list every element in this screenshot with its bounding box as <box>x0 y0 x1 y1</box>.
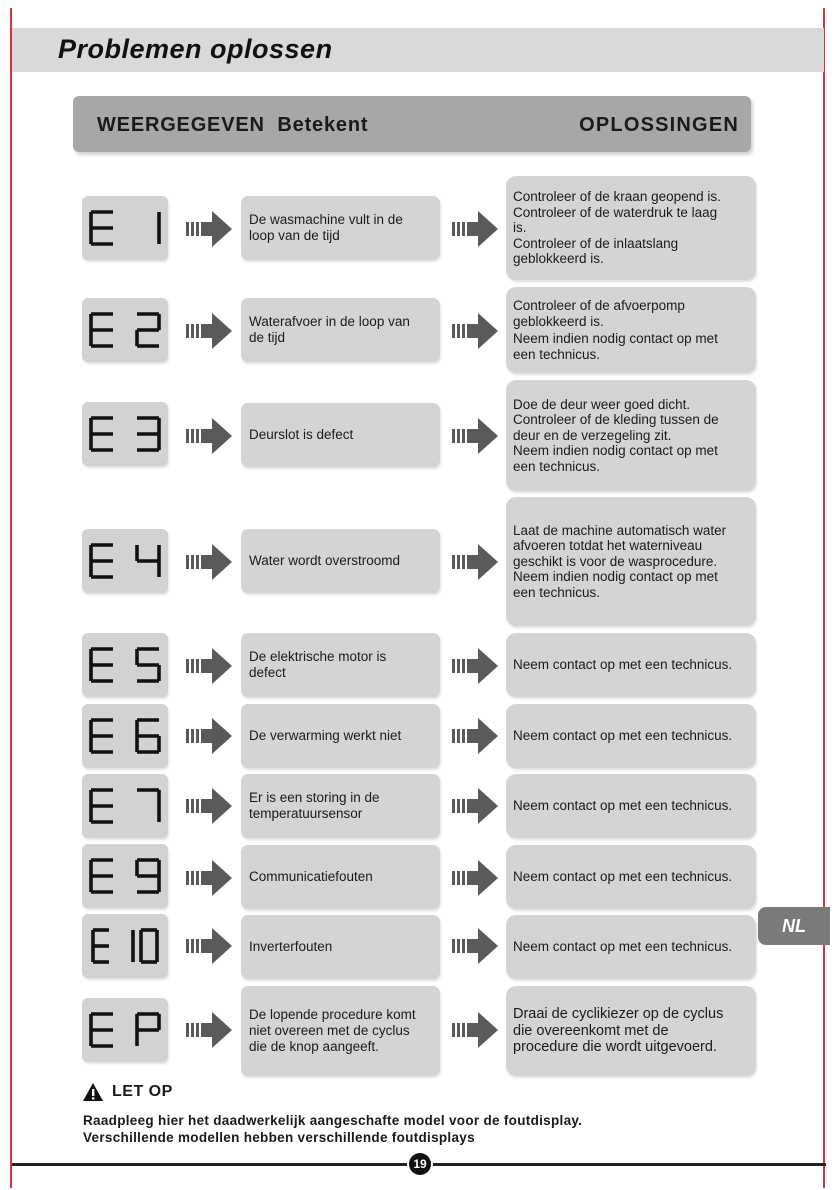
warning-icon <box>82 1082 104 1102</box>
error-code-display <box>82 633 168 697</box>
error-solution <box>506 845 756 909</box>
segment-glyph <box>91 720 113 752</box>
error-code-display <box>82 998 168 1062</box>
error-meaning-text: Er is een storing in de temperatuursensor <box>249 790 380 821</box>
error-meaning <box>241 403 440 467</box>
segment-glyph <box>93 930 109 962</box>
segment-glyph <box>91 860 113 892</box>
error-solution <box>506 915 756 979</box>
error-meaning-text: Communicatiefouten <box>249 869 373 884</box>
error-meaning-text: De wasmachine vult in de loop van de tijd <box>249 212 403 243</box>
table-header <box>73 96 751 152</box>
notice-line-2: Verschillende modellen hebben verschillende foutdisplays <box>83 1130 475 1145</box>
arrow-right-icon <box>186 311 234 351</box>
segment-glyph <box>91 418 113 450</box>
solution-text: Neem contact op met een technicus. <box>513 657 733 673</box>
arrow-right-icon <box>452 311 500 351</box>
solution-text: Doe de deur weer goed dicht. Controleer of de kleding tussen de deur en de verzegeling zit. Neem indien nodig contact op met een technicus. <box>513 396 719 474</box>
error-code-display <box>82 529 168 593</box>
error-meaning <box>241 298 440 362</box>
solution-text: Controleer of de kraan geopend is. Controleer of de waterdruk te laag is. Controleer of de inlaatslang geblokkeerd is. <box>513 189 721 267</box>
arrow-right-icon <box>186 646 234 686</box>
arrow-right-icon <box>186 858 234 898</box>
error-meaning <box>241 529 440 593</box>
header-displayed-meaning: WEERGEGEVEN Betekent <box>97 114 369 136</box>
arrow-right-icon <box>186 926 234 966</box>
footer-rule-right <box>433 1163 826 1166</box>
arrow-right-icon <box>452 858 500 898</box>
error-meaning-text: Waterafvoer in de loop van de tijd <box>249 314 410 345</box>
solution-text: Draai de cyclikiezer op de cyclus die overeenkomt met de procedure die wordt uitgevoerd. <box>513 1006 724 1056</box>
segment-glyph <box>137 790 159 822</box>
error-meaning <box>241 774 440 838</box>
arrow-right-icon <box>186 716 234 756</box>
error-solution <box>506 497 756 626</box>
error-meaning <box>241 845 440 909</box>
error-meaning <box>241 704 440 768</box>
solution-text: Laat de machine automatisch water afvoeren totdat het waterniveau geschikt is voor de wasprocedure. Neem indien nodig contact op met een technicus. <box>513 522 727 600</box>
error-code-display <box>82 196 168 260</box>
error-solution <box>506 380 756 491</box>
error-meaning <box>241 986 440 1076</box>
arrow-right-icon <box>452 416 500 456</box>
error-meaning-text: Deurslot is defect <box>249 427 354 442</box>
solution-text: Neem contact op met een technicus. <box>513 939 733 955</box>
solution-text: Neem contact op met een technicus. <box>513 798 733 814</box>
notice-heading <box>82 1082 173 1102</box>
solution-text: Neem contact op met een technicus. <box>513 728 733 744</box>
segment-glyph <box>91 212 113 244</box>
arrow-right-icon <box>186 1010 234 1050</box>
arrow-right-icon <box>452 716 500 756</box>
error-meaning-text: Water wordt overstroomd <box>249 553 401 568</box>
segment-glyph <box>137 545 159 577</box>
segment-glyph <box>137 314 159 346</box>
error-meaning <box>241 633 440 697</box>
error-meaning-text: Inverterfouten <box>249 939 333 954</box>
error-meaning-text: De verwarming werkt niet <box>249 728 402 743</box>
segment-glyph <box>137 649 159 681</box>
arrow-right-icon <box>452 786 500 826</box>
error-code-display <box>82 704 168 768</box>
header-solutions: OPLOSSINGEN <box>579 114 739 136</box>
segment-glyph <box>137 1014 159 1046</box>
error-code-display <box>82 402 168 466</box>
segment-glyph <box>91 1014 113 1046</box>
arrow-right-icon <box>452 646 500 686</box>
language-tab: NL <box>758 907 830 945</box>
segment-glyph <box>141 930 157 962</box>
error-code-display <box>82 914 168 978</box>
segment-glyph <box>91 649 113 681</box>
arrow-right-icon <box>452 1010 500 1050</box>
arrow-right-icon <box>186 416 234 456</box>
error-solution <box>506 287 756 373</box>
segment-glyph <box>137 720 159 752</box>
notice-label: LET OP <box>112 1083 173 1100</box>
error-code-display <box>82 774 168 838</box>
error-solution <box>506 704 756 768</box>
arrow-right-icon <box>452 542 500 582</box>
notice-text <box>83 1112 582 1146</box>
error-code-display <box>82 844 168 908</box>
error-solution <box>506 774 756 838</box>
error-solution <box>506 633 756 697</box>
solution-text: Neem contact op met een technicus. <box>513 869 733 885</box>
arrow-right-icon <box>186 786 234 826</box>
error-meaning-text: De elektrische motor is defect <box>249 649 387 680</box>
arrow-right-icon <box>452 209 500 249</box>
error-solution <box>506 176 756 280</box>
footer-rule-left <box>12 1163 407 1166</box>
arrow-right-icon <box>452 926 500 966</box>
arrow-right-icon <box>186 209 234 249</box>
page-number: 19 <box>409 1153 431 1175</box>
segment-glyph <box>91 790 113 822</box>
notice-line-1: Raadpleeg hier het daadwerkelijk aangeschafte model voor de foutdisplay. <box>83 1113 583 1128</box>
error-meaning <box>241 196 440 260</box>
arrow-right-icon <box>186 542 234 582</box>
solution-text: Neem indien nodig contact op met een technicus. <box>513 331 718 362</box>
error-code-display <box>82 298 168 362</box>
error-solution <box>506 986 756 1076</box>
error-meaning <box>241 915 440 979</box>
segment-glyph <box>91 545 113 577</box>
solution-text: Controleer of de afvoerpomp geblokkeerd is. <box>513 298 685 329</box>
segment-glyph <box>91 314 113 346</box>
error-meaning-text: De lopende procedure komt niet overeen met de cyclus die de knop aangeeft. <box>249 1007 416 1054</box>
page-title: Problemen oplossen <box>58 34 333 64</box>
segment-glyph <box>137 860 159 892</box>
segment-glyph <box>137 418 159 450</box>
